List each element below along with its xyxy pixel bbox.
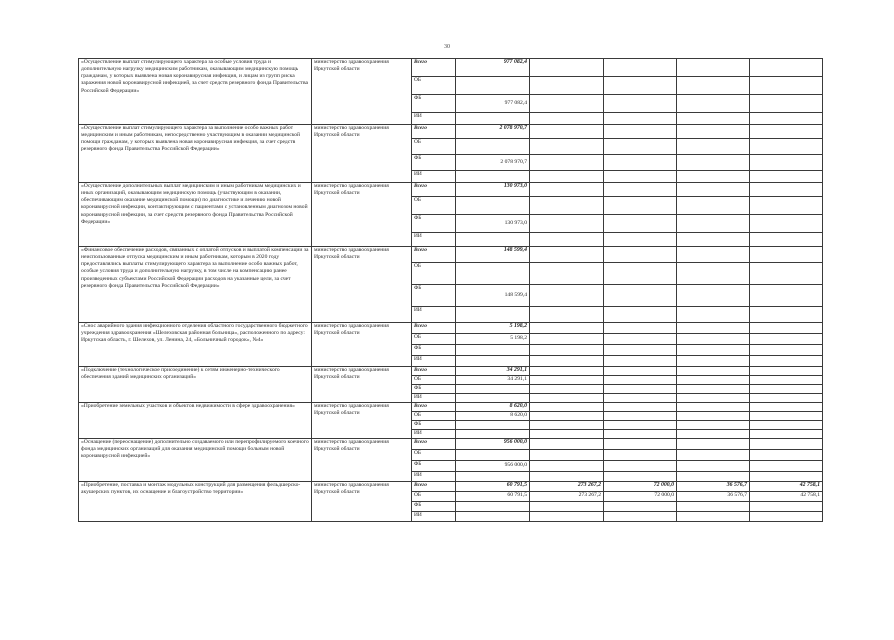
funding-source-ii: ИИ — [412, 512, 456, 522]
funding-source-ii: ИИ — [412, 430, 456, 439]
table-row — [79, 183, 823, 197]
funding-source-fb: ФБ — [412, 95, 456, 113]
program-name-cell: «Финансовое обеспечение расходов, связанных с оплатой отпусков и выплатой компенсации за неиспользованные отпуска медицинским и иным работникам, которым в 2020 году предоставлялись выплаты стимулирующего характера за выполнение особо важных работ, особые условия труда и дополнительную нагрузку, в том числе на компенсацию ранее произведенных субъектами Российской Федерации расходов на указанные цели, за счет резервного фонда Правительства Российской Федерации» — [79, 247, 312, 323]
amount-year-4 — [677, 215, 750, 233]
amount-year-1: 956 000,0 — [456, 439, 530, 450]
amount-year-1: 956 000,0 — [456, 461, 530, 472]
amount-year-2: 273 267,2 — [530, 482, 604, 492]
funding-source-ii: ИИ — [412, 394, 456, 403]
program-name-cell: «Подключение (технологическое присоединение) к сетям инженерно-технического обеспечения зданий медицинских организаций» — [79, 367, 312, 403]
executor-cell: министерство здравоохранения Иркутской области — [312, 183, 412, 247]
amount-year-4 — [677, 439, 750, 450]
amount-year-5 — [750, 430, 823, 439]
funding-source-fb: ФБ — [412, 345, 456, 356]
amount-year-1 — [456, 512, 530, 522]
amount-year-5: 42 758,1 — [750, 492, 823, 502]
amount-year-1 — [456, 385, 530, 394]
amount-year-1: 2 078 970,7 — [456, 155, 530, 171]
amount-year-2 — [530, 155, 604, 171]
amount-year-3 — [604, 247, 677, 263]
amount-year-2 — [530, 439, 604, 450]
amount-year-4 — [677, 77, 750, 95]
amount-year-3 — [604, 171, 677, 183]
amount-year-1: 5 198,2 — [456, 334, 530, 345]
program-name-cell: «Снос аварийного здания инфекционного отделения областного государственного бюджетного учреждения здравоохранения «Шелеховская районная больница», расположенного по адресу: Иркутская область, г. Шелехов, ул. Ленина, 24, «Больничный городок», №4» — [79, 323, 312, 367]
amount-year-5 — [750, 472, 823, 482]
executor-cell: министерство здравоохранения Иркутской области — [312, 403, 412, 439]
amount-year-3 — [604, 439, 677, 450]
amount-year-5 — [750, 307, 823, 323]
funding-source-total: Всего — [412, 403, 456, 412]
amount-year-4 — [677, 125, 750, 139]
funding-source-fb: ФБ — [412, 285, 456, 307]
table-row — [79, 439, 823, 450]
funding-source-total: Всего — [412, 323, 456, 334]
amount-year-4 — [677, 233, 750, 247]
amount-year-5 — [750, 356, 823, 367]
amount-year-1 — [456, 394, 530, 403]
amount-year-1 — [456, 263, 530, 285]
amount-year-2 — [530, 307, 604, 323]
amount-year-4 — [677, 367, 750, 376]
amount-year-4 — [677, 394, 750, 403]
amount-year-2: 273 267,2 — [530, 492, 604, 502]
amount-year-4 — [677, 59, 750, 77]
funding-source-ob: ОБ — [412, 263, 456, 285]
amount-year-3 — [604, 367, 677, 376]
amount-year-4 — [677, 183, 750, 197]
funding-source-ii: ИИ — [412, 356, 456, 367]
amount-year-3 — [604, 307, 677, 323]
funding-source-fb: ФБ — [412, 155, 456, 171]
program-name-cell: «Осуществление выплат стимулирующего характера за особые условия труда и дополнительную нагрузку медицинским работникам, оказывающим медицинскую помощь гражданам, у которых выявлена новая коронавирусная инфекция, и лицам из групп риска заражения новой коронавирусной инфекцией, за счет средств резервного фонда Правительства Российской Федерации» — [79, 59, 312, 125]
table-row — [79, 59, 823, 77]
funding-source-fb: ФБ — [412, 215, 456, 233]
amount-year-3 — [604, 461, 677, 472]
amount-year-5 — [750, 403, 823, 412]
funding-source-total: Всего — [412, 125, 456, 139]
amount-year-3 — [604, 197, 677, 215]
amount-year-4 — [677, 403, 750, 412]
amount-year-5 — [750, 77, 823, 95]
amount-year-3 — [604, 403, 677, 412]
amount-year-1: 8 620,0 — [456, 403, 530, 412]
amount-year-3 — [604, 334, 677, 345]
amount-year-4 — [677, 421, 750, 430]
amount-year-4 — [677, 430, 750, 439]
amount-year-2 — [530, 59, 604, 77]
amount-year-3 — [604, 215, 677, 233]
executor-cell: министерство здравоохранения Иркутской области — [312, 323, 412, 367]
amount-year-3 — [604, 472, 677, 482]
amount-year-5 — [750, 512, 823, 522]
amount-year-3 — [604, 376, 677, 385]
amount-year-1: 34 291,1 — [456, 367, 530, 376]
amount-year-1: 977 082,4 — [456, 95, 530, 113]
amount-year-4 — [677, 376, 750, 385]
amount-year-3 — [604, 285, 677, 307]
amount-year-2 — [530, 412, 604, 421]
amount-year-2 — [530, 197, 604, 215]
amount-year-1: 5 198,2 — [456, 323, 530, 334]
amount-year-3 — [604, 155, 677, 171]
funding-source-total: Всего — [412, 59, 456, 77]
table-row — [79, 247, 823, 263]
amount-year-5 — [750, 439, 823, 450]
amount-year-3 — [604, 139, 677, 155]
budget-table — [78, 58, 823, 522]
amount-year-5 — [750, 171, 823, 183]
amount-year-2 — [530, 502, 604, 512]
amount-year-3 — [604, 412, 677, 421]
amount-year-3 — [604, 512, 677, 522]
amount-year-5 — [750, 323, 823, 334]
amount-year-4 — [677, 502, 750, 512]
amount-year-1: 148 599,4 — [456, 247, 530, 263]
amount-year-5 — [750, 334, 823, 345]
amount-year-3 — [604, 323, 677, 334]
amount-year-4 — [677, 263, 750, 285]
program-name-cell: «Оснащение (переоснащение) дополнительно создаваемого или перепрофилируемого коечного фонда медицинских организаций для оказания медицинской помощи больным новой коронавирусной инфекцией» — [79, 439, 312, 482]
program-name-cell: «Осуществление выплат стимулирующего характера за выполнение особо важных работ медицинским и иным работникам, непосредственно участвующим в оказании медицинской помощи гражданам, у которых выявлена новая коронавирусная инфекция, за счет средств резервного фонда Правительства Российской Федерации» — [79, 125, 312, 183]
amount-year-2 — [530, 285, 604, 307]
amount-year-3 — [604, 77, 677, 95]
amount-year-1 — [456, 113, 530, 125]
amount-year-4 — [677, 307, 750, 323]
amount-year-2 — [530, 125, 604, 139]
amount-year-4 — [677, 197, 750, 215]
funding-source-total: Всего — [412, 367, 456, 376]
amount-year-2 — [530, 233, 604, 247]
amount-year-5 — [750, 461, 823, 472]
amount-year-1 — [456, 502, 530, 512]
program-name-cell: «Осуществление дополнительных выплат медицинским и иным работникам медицинских и иных организаций, оказывающим медицинскую помощь (участвующим в оказании, обеспечивающим оказание медицинской помощи) по диагностике и лечению новой коронавирусной инфекции, контактирующим с пациентами с установленным диагнозом новой коронавирусной инфекции, за счет средств резервного фонда Правительства Российской Федерации» — [79, 183, 312, 247]
amount-year-4 — [677, 95, 750, 113]
amount-year-3 — [604, 385, 677, 394]
amount-year-3 — [604, 125, 677, 139]
amount-year-1 — [456, 233, 530, 247]
amount-year-1: 60 791,5 — [456, 492, 530, 502]
amount-year-2 — [530, 385, 604, 394]
amount-year-1 — [456, 472, 530, 482]
amount-year-4 — [677, 412, 750, 421]
amount-year-2 — [530, 403, 604, 412]
program-name-cell: «Приобретение, поставка и монтаж модульных конструкций для размещения фельдшерско-акушерских пунктов, их оснащение и благоустройство территории» — [79, 482, 312, 522]
amount-year-5 — [750, 450, 823, 461]
executor-cell: министерство здравоохранения Иркутской области — [312, 482, 412, 522]
funding-source-fb: ФБ — [412, 502, 456, 512]
amount-year-5 — [750, 263, 823, 285]
funding-source-total: Всего — [412, 183, 456, 197]
amount-year-3 — [604, 430, 677, 439]
funding-source-ii: ИИ — [412, 472, 456, 482]
amount-year-5 — [750, 385, 823, 394]
amount-year-2 — [530, 461, 604, 472]
amount-year-5 — [750, 412, 823, 421]
amount-year-5 — [750, 139, 823, 155]
funding-source-ob: ОБ — [412, 77, 456, 95]
amount-year-4 — [677, 461, 750, 472]
amount-year-2 — [530, 215, 604, 233]
table-row — [79, 482, 823, 492]
amount-year-5 — [750, 197, 823, 215]
executor-cell: министерство здравоохранения Иркутской области — [312, 367, 412, 403]
amount-year-3 — [604, 183, 677, 197]
amount-year-1 — [456, 345, 530, 356]
amount-year-5 — [750, 367, 823, 376]
executor-cell: министерство здравоохранения Иркутской области — [312, 247, 412, 323]
amount-year-2 — [530, 430, 604, 439]
amount-year-1 — [456, 171, 530, 183]
amount-year-2 — [530, 247, 604, 263]
funding-source-ob: ОБ — [412, 412, 456, 421]
amount-year-4 — [677, 356, 750, 367]
funding-source-ii: ИИ — [412, 233, 456, 247]
amount-year-2 — [530, 394, 604, 403]
funding-source-fb: ФБ — [412, 421, 456, 430]
amount-year-5 — [750, 125, 823, 139]
amount-year-2 — [530, 345, 604, 356]
page-number: 30 — [444, 44, 450, 50]
amount-year-2 — [530, 512, 604, 522]
amount-year-3 — [604, 394, 677, 403]
amount-year-1 — [456, 139, 530, 155]
table-row — [79, 323, 823, 334]
amount-year-2 — [530, 421, 604, 430]
amount-year-5 — [750, 59, 823, 77]
funding-source-ii: ИИ — [412, 307, 456, 323]
amount-year-2 — [530, 77, 604, 95]
amount-year-5 — [750, 233, 823, 247]
amount-year-4 — [677, 247, 750, 263]
funding-source-ii: ИИ — [412, 113, 456, 125]
amount-year-5 — [750, 345, 823, 356]
amount-year-4 — [677, 334, 750, 345]
funding-source-ob: ОБ — [412, 334, 456, 345]
amount-year-4 — [677, 113, 750, 125]
amount-year-4 — [677, 450, 750, 461]
amount-year-4 — [677, 385, 750, 394]
funding-source-total: Всего — [412, 247, 456, 263]
funding-source-fb: ФБ — [412, 461, 456, 472]
amount-year-3 — [604, 345, 677, 356]
amount-year-1 — [456, 307, 530, 323]
amount-year-2 — [530, 323, 604, 334]
funding-source-ob: ОБ — [412, 376, 456, 385]
funding-source-ii: ИИ — [412, 171, 456, 183]
amount-year-5 — [750, 502, 823, 512]
amount-year-2 — [530, 263, 604, 285]
amount-year-4 — [677, 285, 750, 307]
amount-year-4: 36 576,7 — [677, 482, 750, 492]
amount-year-3 — [604, 95, 677, 113]
amount-year-1 — [456, 197, 530, 215]
amount-year-2 — [530, 367, 604, 376]
table-row — [79, 403, 823, 412]
funding-source-fb: ФБ — [412, 385, 456, 394]
amount-year-2 — [530, 139, 604, 155]
table-row — [79, 125, 823, 139]
amount-year-2 — [530, 183, 604, 197]
amount-year-3 — [604, 113, 677, 125]
amount-year-5 — [750, 376, 823, 385]
amount-year-5 — [750, 421, 823, 430]
amount-year-3 — [604, 421, 677, 430]
amount-year-4 — [677, 345, 750, 356]
amount-year-2 — [530, 472, 604, 482]
amount-year-1: 8 620,0 — [456, 412, 530, 421]
amount-year-1 — [456, 421, 530, 430]
executor-cell: министерство здравоохранения Иркутской области — [312, 439, 412, 482]
amount-year-4 — [677, 171, 750, 183]
amount-year-5 — [750, 183, 823, 197]
amount-year-1: 60 791,5 — [456, 482, 530, 492]
amount-year-5 — [750, 155, 823, 171]
amount-year-3: 72 000,0 — [604, 482, 677, 492]
amount-year-4: 36 576,7 — [677, 492, 750, 502]
amount-year-5 — [750, 394, 823, 403]
amount-year-1: 130 973,0 — [456, 183, 530, 197]
amount-year-3 — [604, 263, 677, 285]
amount-year-5 — [750, 95, 823, 113]
executor-cell: министерство здравоохранения Иркутской области — [312, 125, 412, 183]
amount-year-1: 34 291,1 — [456, 376, 530, 385]
funding-source-total: Всего — [412, 482, 456, 492]
amount-year-2 — [530, 113, 604, 125]
amount-year-4 — [677, 139, 750, 155]
amount-year-5 — [750, 215, 823, 233]
amount-year-3 — [604, 356, 677, 367]
amount-year-1 — [456, 356, 530, 367]
amount-year-5: 42 758,1 — [750, 482, 823, 492]
amount-year-3 — [604, 502, 677, 512]
amount-year-5 — [750, 285, 823, 307]
funding-source-ob: ОБ — [412, 492, 456, 502]
amount-year-2 — [530, 95, 604, 113]
amount-year-4 — [677, 323, 750, 334]
amount-year-2 — [530, 356, 604, 367]
amount-year-1 — [456, 450, 530, 461]
amount-year-3 — [604, 450, 677, 461]
amount-year-2 — [530, 450, 604, 461]
executor-cell: министерство здравоохранения Иркутской области — [312, 59, 412, 125]
amount-year-5 — [750, 247, 823, 263]
amount-year-4 — [677, 155, 750, 171]
amount-year-5 — [750, 113, 823, 125]
amount-year-2 — [530, 376, 604, 385]
program-name-cell: «Приобретение земельных участков и объектов недвижимости в сфере здравоохранения» — [79, 403, 312, 439]
amount-year-4 — [677, 472, 750, 482]
amount-year-1: 130 973,0 — [456, 215, 530, 233]
amount-year-3 — [604, 59, 677, 77]
funding-source-total: Всего — [412, 439, 456, 450]
amount-year-4 — [677, 512, 750, 522]
funding-source-ob: ОБ — [412, 197, 456, 215]
table-row — [79, 367, 823, 376]
amount-year-1 — [456, 430, 530, 439]
amount-year-1: 148 599,4 — [456, 285, 530, 307]
funding-source-ob: ОБ — [412, 139, 456, 155]
amount-year-1: 2 078 970,7 — [456, 125, 530, 139]
amount-year-2 — [530, 334, 604, 345]
amount-year-3 — [604, 233, 677, 247]
funding-source-ob: ОБ — [412, 450, 456, 461]
amount-year-1 — [456, 77, 530, 95]
amount-year-3: 72 000,0 — [604, 492, 677, 502]
amount-year-2 — [530, 171, 604, 183]
amount-year-1: 977 082,4 — [456, 59, 530, 77]
